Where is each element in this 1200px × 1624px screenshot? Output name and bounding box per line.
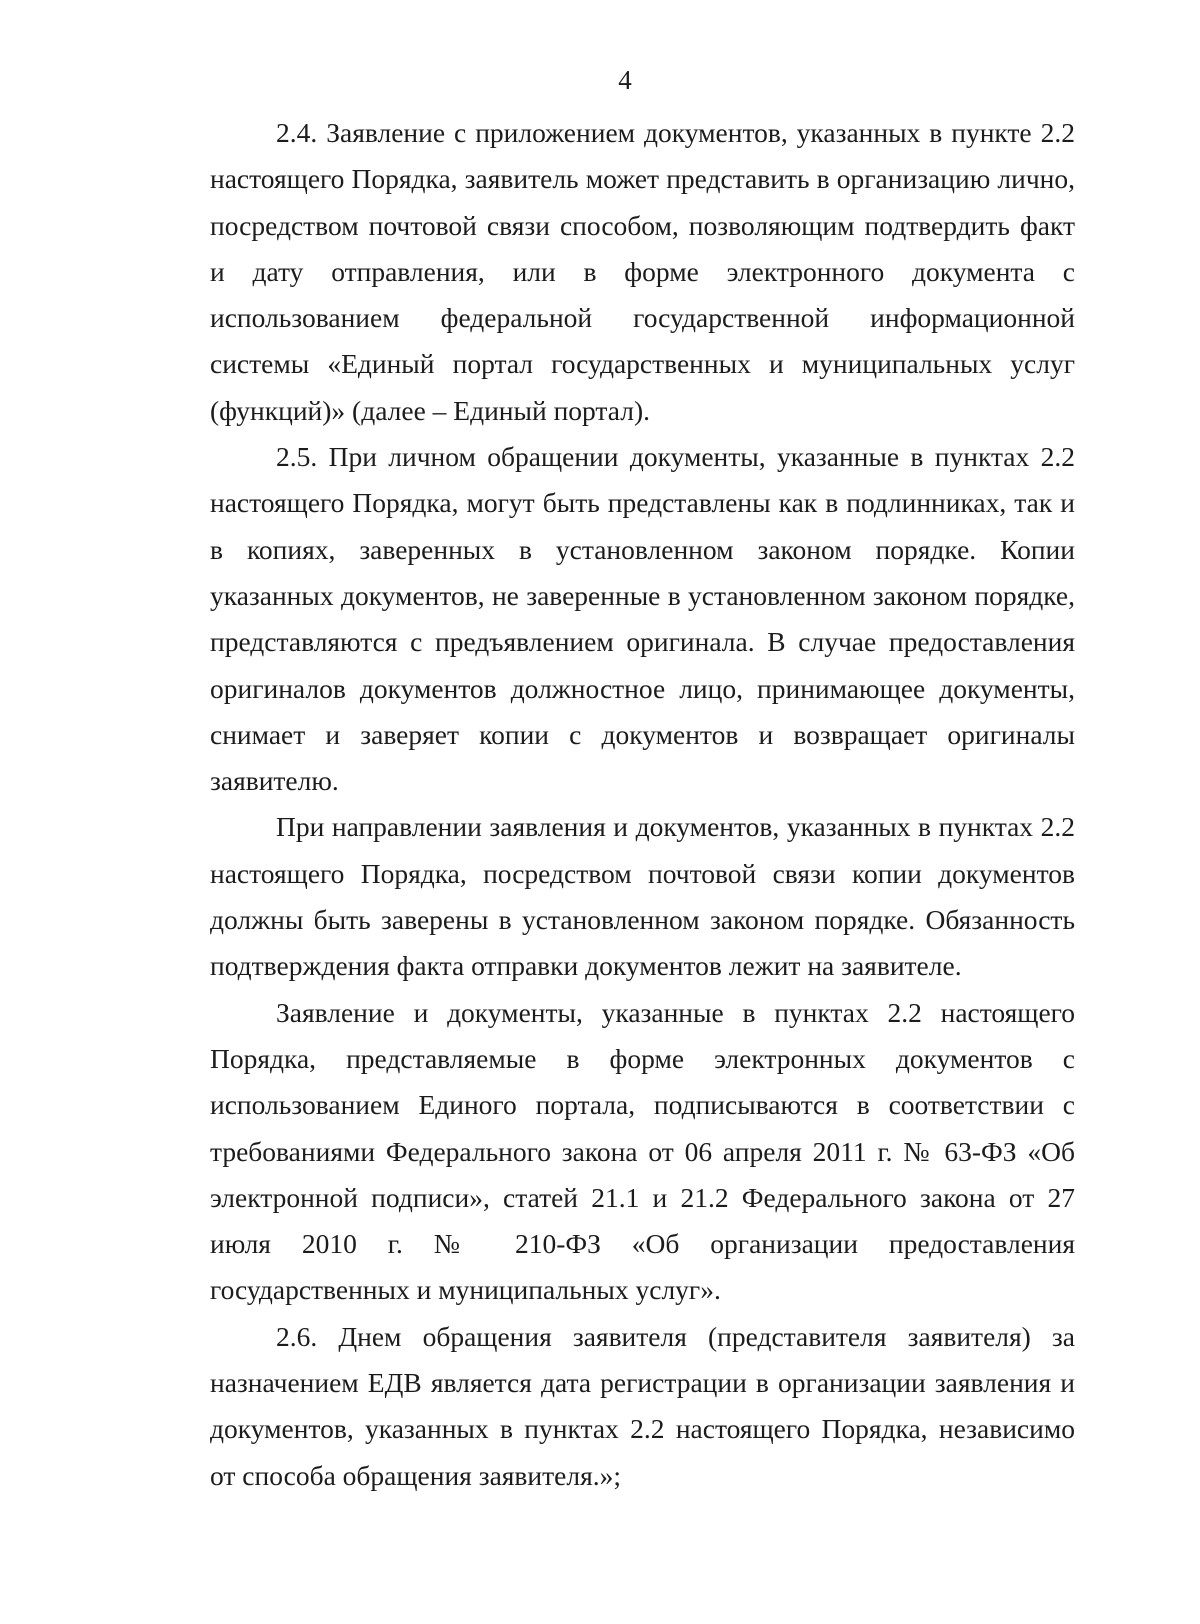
paragraph-2-5: 2.5. При личном обращении документы, указанные в пунктах 2.2 настоящего Порядка, могут быть представлены как в подлинниках, так и в копиях, заверенных в установленном законом порядке. Копии указанных документов, не заверенные в установленном законом порядке, представляются с предъявлением оригинала. В случае предоставления оригиналов документов должностное лицо, принимающее документы, снимает и заверяет копии с документов и возвращает оригиналы заявителю. <box>210 441 1075 797</box>
paragraph-2-4: 2.4. Заявление с приложением документов, указанных в пункте 2.2 настоящего Порядка, заявитель может представить в организацию лично, посредством почтовой связи способом, позволяющим подтвердить факт и дату отправления, или в форме электронного документа с использованием федеральной государственной информационной системы «Единый портал государственных и муниципальных услуг (функций)» (далее – Единый портал). <box>210 117 1075 426</box>
page-number: 4 <box>618 65 632 95</box>
paragraph-mail-submission: При направлении заявления и документов, указанных в пунктах 2.2 настоящего Порядка, посредством почтовой связи копии документов должны быть заверены в установленном законом порядке. Обязанность подтверждения факта отправки документов лежит на заявителе. <box>210 811 1075 982</box>
paragraph-electronic-submission: Заявление и документы, указанные в пунктах 2.2 настоящего Порядка, представляемые в форме электронных документов с использованием Единого портала, подписываются в соответствии с требованиями Федерального закона от 06 апреля 2011 г. № 63-ФЗ «Об электронной подписи», статей 21.1 и 21.2 Федерального закона от 27 июля 2010 г. № 210-ФЗ «Об организации предоставления государственных и муниципальных услуг». <box>210 996 1075 1306</box>
paragraph-2-6: 2.6. Днем обращения заявителя (представителя заявителя) за назначением ЕДВ является дата регистрации в организации заявления и документов, указанных в пунктах 2.2 настоящего Порядка, независимо от способа обращения заявителя.»; <box>210 1320 1075 1491</box>
document-body <box>210 110 1075 1499</box>
